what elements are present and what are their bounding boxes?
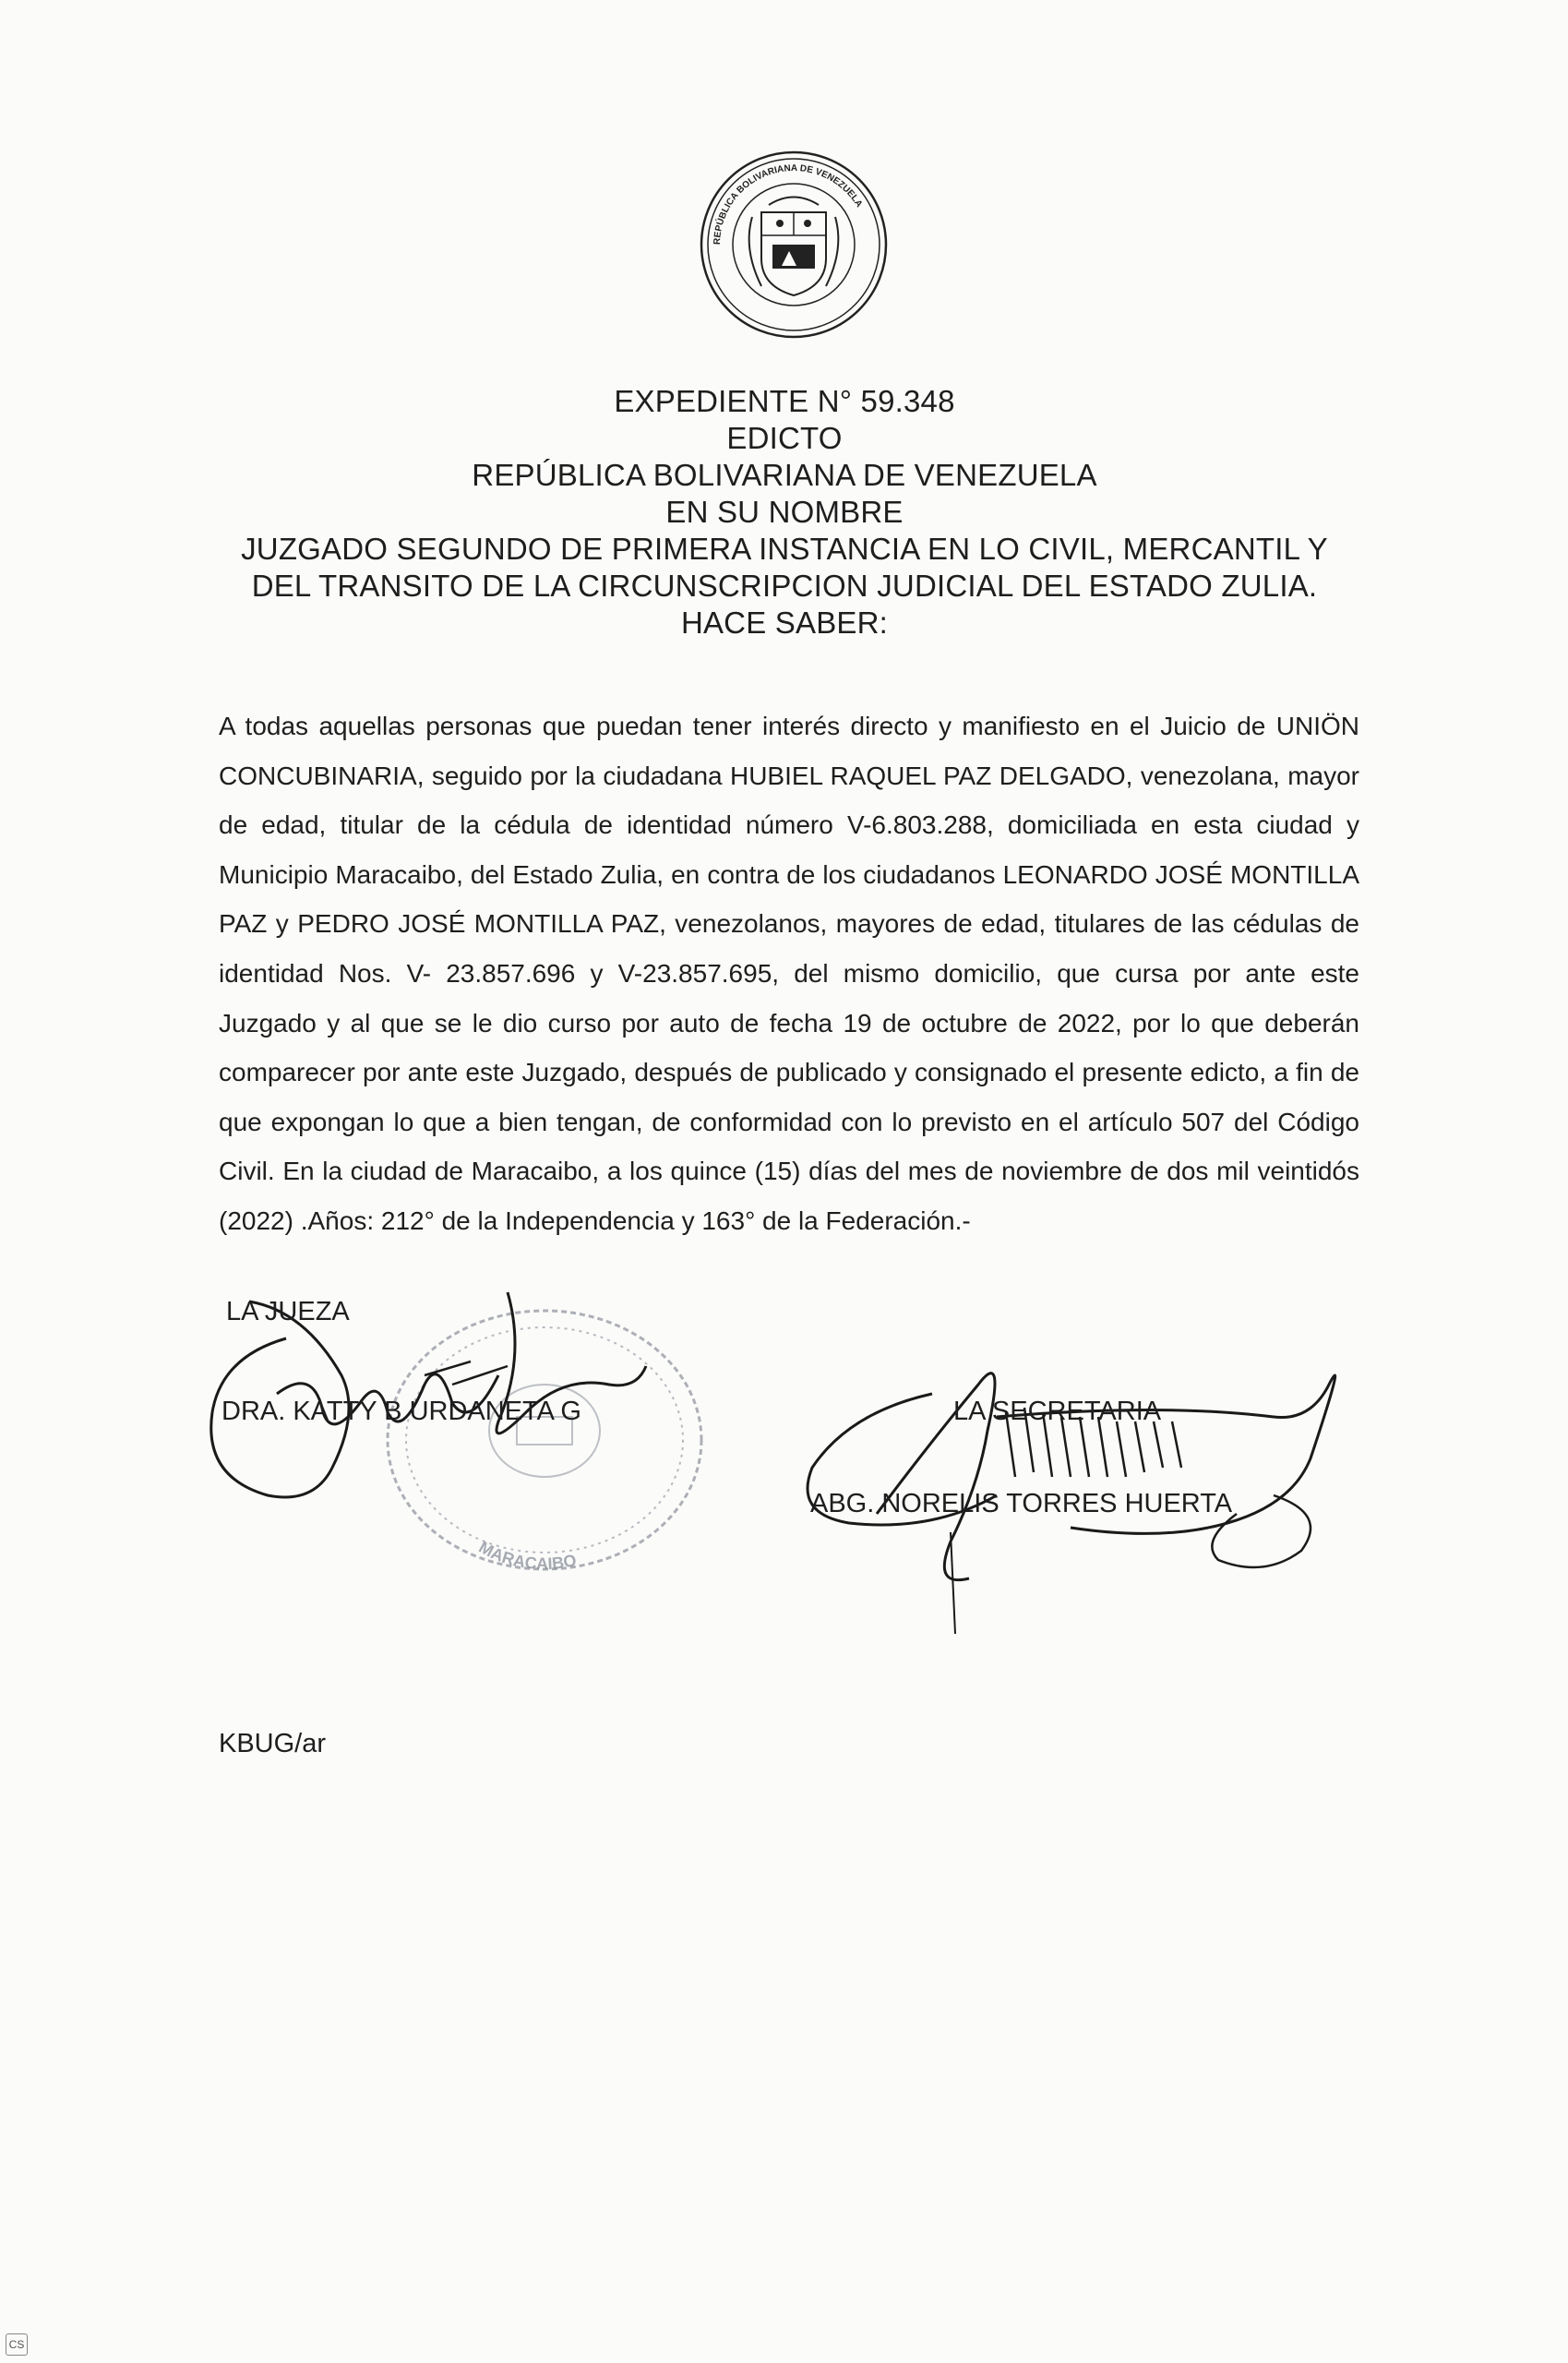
en-su-nombre: EN SU NOMBRE bbox=[665, 495, 904, 529]
judge-role: LA JUEZA bbox=[226, 1297, 350, 1326]
secretary-name: ABG. NORELIS TORRES HUERTA bbox=[810, 1489, 1233, 1518]
republic-name: REPÚBLICA BOLIVARIANA DE VENEZUELA bbox=[472, 458, 1097, 492]
judge-name: DRA. KATTY B URDANETA G bbox=[221, 1397, 581, 1426]
scanner-logo-icon: CS bbox=[6, 2333, 28, 2356]
secretary-signature-icon bbox=[794, 1329, 1384, 1643]
expediente-number: EXPEDIENTE N° 59.348 bbox=[614, 384, 955, 418]
court-name-line-1: JUZGADO SEGUNDO DE PRIMERA INSTANCIA EN LO CIVIL, MERCANTIL Y bbox=[241, 532, 1328, 566]
document-initials: KBUG/ar bbox=[219, 1729, 327, 1758]
hace-saber: HACE SABER: bbox=[680, 606, 889, 640]
edicto-title: EDICTO bbox=[726, 421, 843, 455]
coat-of-arms-seal-icon bbox=[697, 148, 891, 342]
court-name-line-2: DEL TRANSITO DE LA CIRCUNSCRIPCION JUDICIAL DEL ESTADO ZULIA. bbox=[251, 569, 1318, 603]
document-header bbox=[185, 383, 1384, 642]
secretary-role: LA SECRETARIA bbox=[953, 1397, 1162, 1426]
svg-text:MARACAIBO: MARACAIBO bbox=[475, 1537, 579, 1574]
svg-text:REPÚBLICA BOLIVARIANA DE VENEZ: REPÚBLICA BOLIVARIANA DE VENEZUELA bbox=[712, 162, 865, 246]
edict-body-paragraph: A todas aquellas personas que puedan tener interés directo y manifiesto en el Juicio de UNIÖN CONCUBINARIA, seguido por la ciudadana HUBIEL RAQUEL PAZ DELGADO, venezolana, mayor de edad, titular de la cédula de identidad número V-6.803.288, domiciliada en esta ciudad y Municipio Maracaibo, del Estado Zulia, en contra de los ciudadanos LEONARDO JOSÉ MONTILLA PAZ y PEDRO JOSÉ MONTILLA PAZ, venezolanos, mayores de edad, titulares de las cédulas de identidad Nos. V- 23.857.696 y V-23.857.695, del mismo domicilio, que cursa por ante este Juzgado y al que se le dio curso por auto de fecha 19 de octubre de 2022, por lo que deberán comparecer por ante este Juzgado, después de publicado y consignado el presente edicto, a fin de que expongan lo que a bien tengan, de conformidad con lo previsto en el artículo 507 del Código Civil. En la ciudad de Maracaibo, a los quince (15) días del mes de noviembre de dos mil veintidós (2022) .Años: 212° de la Independencia y 163° de la Federación.- bbox=[219, 712, 1359, 1235]
